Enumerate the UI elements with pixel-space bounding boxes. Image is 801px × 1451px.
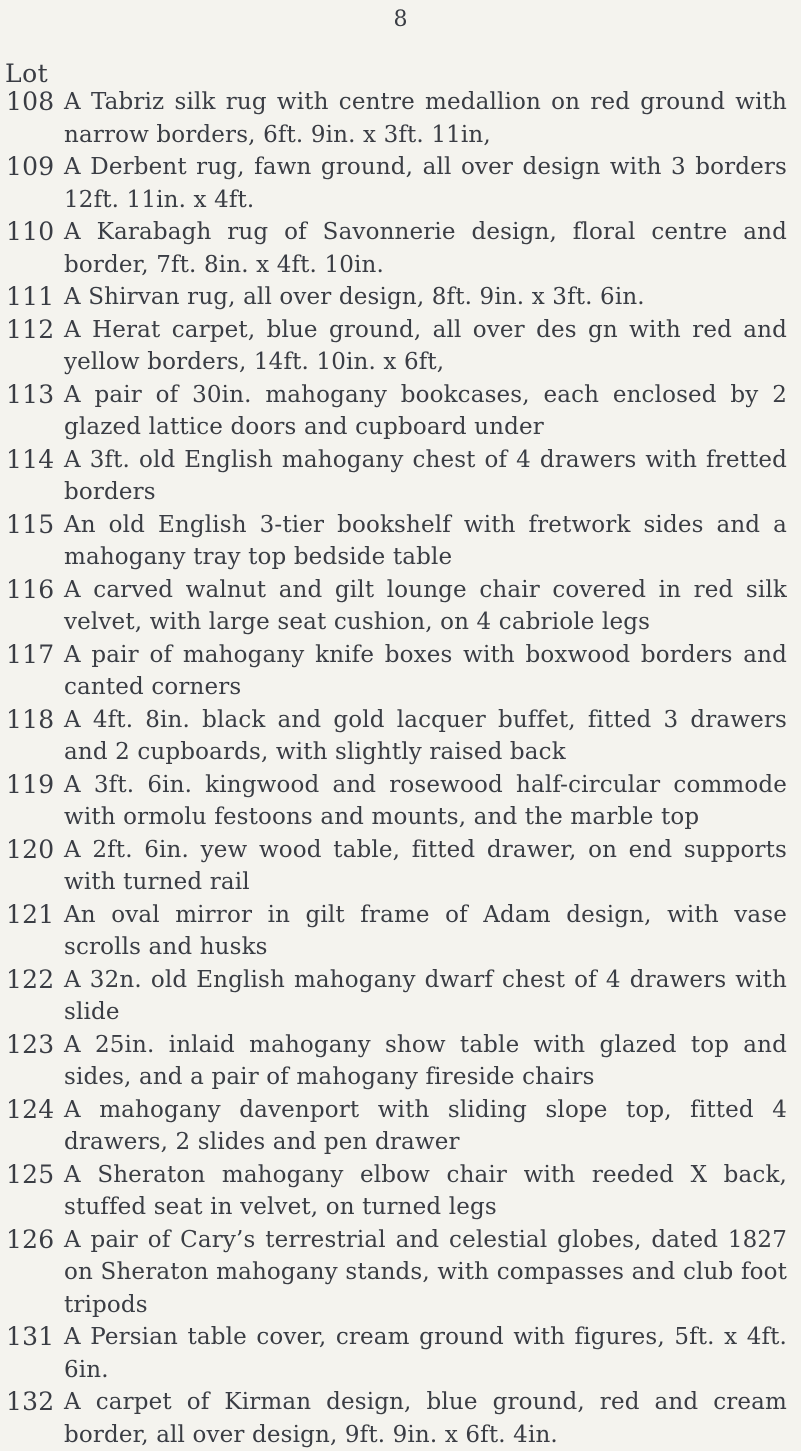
- lot-description: A Derbent rug, fawn ground, all over design with 3 borders 12ft. 11in. x 4ft.: [64, 154, 787, 213]
- lot-entry: [0, 1029, 801, 1094]
- lot-entry: [0, 281, 801, 314]
- lot-description: A pair of Cary’s terrestrial and celestial globes, dated 1827 on Sheraton mahogany stands, with compasses and club foot tripods: [64, 1226, 787, 1318]
- lot-entry: [0, 769, 801, 834]
- lot-entry: [0, 899, 801, 964]
- lot-description: A pair of 30in. mahogany bookcases, each enclosed by 2 glazed lattice doors and cupboard under: [64, 381, 787, 440]
- lot-number: 114: [6, 444, 55, 474]
- lot-description: A 25in. inlaid mahogany show table with glazed top and sides, and a pair of mahogany fireside chairs: [64, 1031, 787, 1090]
- lot-number: 125: [6, 1159, 55, 1189]
- lot-entry: [0, 1094, 801, 1159]
- lot-entry: [0, 86, 801, 151]
- lot-entry: [0, 964, 801, 1029]
- lot-entry: [0, 639, 801, 704]
- lot-number: 132: [6, 1387, 55, 1416]
- lot-entry: [0, 1224, 801, 1322]
- lot-description: A Herat carpet, blue ground, all over des gn with red and yellow borders, 14ft. 10in. x 6ft,: [64, 316, 787, 375]
- lot-description: An oval mirror in gilt frame of Adam design, with vase scrolls and husks: [64, 901, 787, 960]
- lot-list: [0, 86, 801, 1451]
- lot-description: A Shirvan rug, all over design, 8ft. 9in. x 3ft. 6in.: [64, 284, 645, 310]
- lot-number: 121: [6, 899, 55, 929]
- lot-entry: [0, 1386, 801, 1451]
- lot-description: A carpet of Kirman design, blue ground, red and cream border, all over design, 9ft. 9in. x 6ft. 4in.: [64, 1389, 787, 1448]
- lot-description: A 3ft. 6in. kingwood and rosewood half-circular commode with ormolu festoons and mounts, and the marble top: [64, 771, 787, 830]
- lot-description: A 3ft. old English mahogany chest of 4 drawers with fretted borders: [64, 446, 787, 505]
- lot-number: 117: [6, 639, 55, 669]
- lot-entry: [0, 574, 801, 639]
- lot-description: A 4ft. 8in. black and gold lacquer buffet, fitted 3 drawers and 2 cupboards, with slightly raised back: [64, 706, 787, 765]
- lot-entry: [0, 314, 801, 379]
- lot-description: A pair of mahogany knife boxes with boxwood borders and canted corners: [64, 641, 787, 700]
- lot-entry: [0, 379, 801, 444]
- lot-number: 122: [6, 964, 55, 994]
- lot-column-heading: Lot: [5, 59, 49, 88]
- lot-description: A 2ft. 6in. yew wood table, fitted drawer, on end supports with turned rail: [64, 836, 787, 895]
- lot-entry: [0, 216, 801, 281]
- lot-number: 116: [6, 574, 55, 604]
- lot-description: A Tabriz silk rug with centre medallion on red ground with narrow borders, 6ft. 9in. x 3ft. 11in,: [64, 89, 787, 148]
- lot-entry: [0, 444, 801, 509]
- lot-number: 112: [6, 314, 55, 344]
- lot-number: 118: [6, 704, 55, 734]
- lot-number: 110: [6, 217, 55, 246]
- lot-description: A Sheraton mahogany elbow chair with reeded X back, stuffed seat in velvet, on turned legs: [64, 1161, 787, 1220]
- lot-number: 115: [6, 509, 55, 539]
- lot-entry: [0, 509, 801, 574]
- lot-entry: [0, 151, 801, 216]
- lot-entry: [0, 704, 801, 769]
- lot-description: A 32n. old English mahogany dwarf chest of 4 drawers with slide: [64, 966, 787, 1025]
- page-number: 8: [393, 7, 408, 32]
- lot-number: 126: [6, 1224, 55, 1254]
- lot-number: 109: [6, 152, 55, 181]
- lot-number: 119: [6, 769, 55, 799]
- lot-description: A carved walnut and gilt lounge chair covered in red silk velvet, with large seat cushion, on 4 cabriole legs: [64, 576, 787, 635]
- lot-number: 123: [6, 1029, 55, 1059]
- lot-description: A Karabagh rug of Savonnerie design, floral centre and border, 7ft. 8in. x 4ft. 10in.: [64, 219, 787, 278]
- lot-description: An old English 3-tier bookshelf with fretwork sides and a mahogany tray top bedside table: [64, 511, 787, 570]
- lot-description: A mahogany davenport with sliding slope top, fitted 4 drawers, 2 slides and pen drawer: [64, 1096, 787, 1155]
- lot-number: 120: [6, 834, 55, 864]
- lot-description: A Persian table cover, cream ground with figures, 5ft. x 4ft. 6in.: [64, 1324, 787, 1383]
- lot-number: 113: [6, 379, 55, 409]
- lot-number: 131: [6, 1322, 55, 1351]
- lot-number: 111: [6, 282, 55, 311]
- lot-number: 108: [6, 87, 55, 116]
- lot-entry: [0, 834, 801, 899]
- lot-number: 124: [6, 1094, 55, 1124]
- lot-entry: [0, 1159, 801, 1224]
